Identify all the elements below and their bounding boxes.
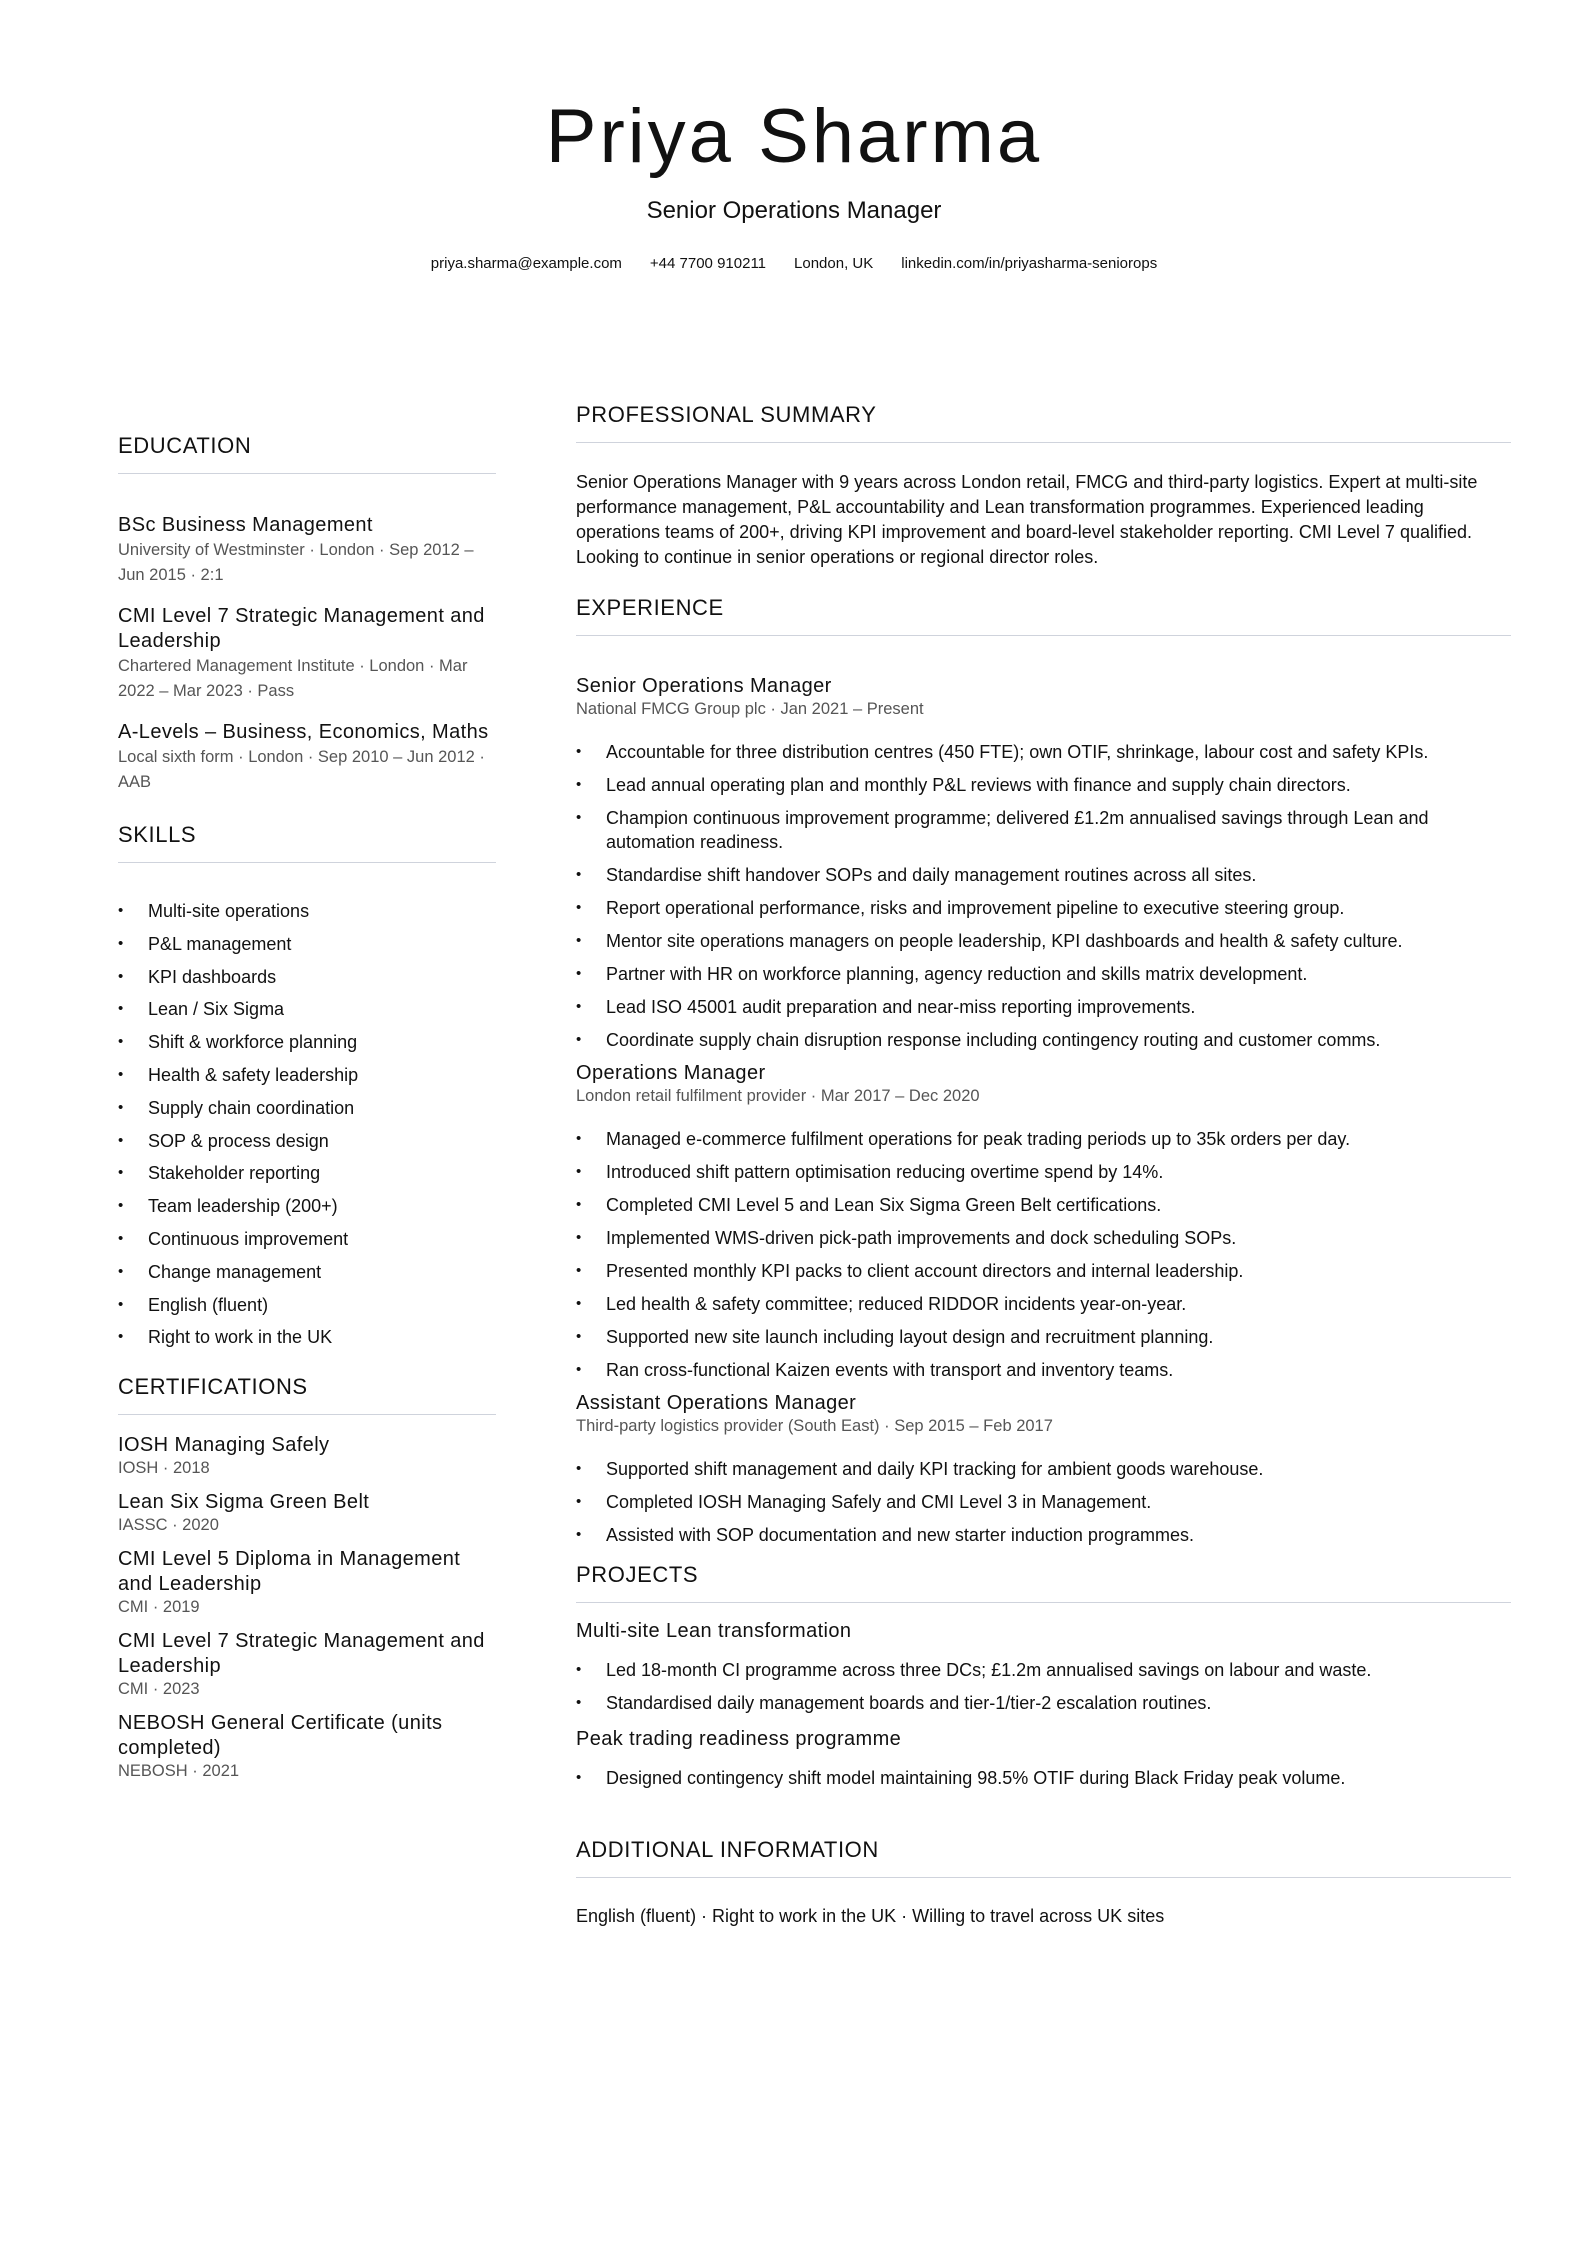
job-bullet: • Partner with HR on workforce planning, agency reduction and skills matrix development. — [576, 962, 1511, 986]
education-entry — [118, 720, 496, 795]
job-bullets — [576, 1127, 1511, 1382]
job-title: Senior Operations Manager — [576, 675, 832, 697]
certification-entry — [118, 1629, 496, 1699]
project-bullets — [576, 1766, 1511, 1790]
experience-heading: EXPERIENCE — [576, 594, 1511, 636]
skill-item: • Change management — [118, 1260, 496, 1284]
certification-title: CMI Level 7 Strategic Management and Leadership — [118, 1630, 485, 1678]
job-bullet: • Assisted with SOP documentation and new starter induction programmes. — [576, 1523, 1511, 1547]
certification-title: Lean Six Sigma Green Belt — [118, 1491, 370, 1514]
project-title: Peak trading readiness programme — [576, 1728, 902, 1750]
certifications-section — [118, 1373, 496, 1781]
certification-entry — [118, 1547, 496, 1617]
job-bullet: • Lead ISO 45001 audit preparation and near-miss reporting improvements. — [576, 995, 1511, 1019]
job-bullet: • Ran cross-functional Kaizen events with transport and inventory teams. — [576, 1358, 1511, 1382]
projects-heading: PROJECTS — [576, 1561, 1511, 1603]
education-entry — [118, 513, 496, 588]
job-bullet: • Standardise shift handover SOPs and daily management routines across all sites. — [576, 863, 1511, 887]
additional-text: English (fluent) · Right to work in the UK · Willing to travel across UK sites — [576, 1906, 1165, 1926]
job-bullet: • Supported new site launch including layout design and recruitment planning. — [576, 1325, 1511, 1349]
job-meta: London retail fulfilment provider · Mar 2017 – Dec 2020 — [576, 1087, 980, 1105]
project-bullet: • Designed contingency shift model maintaining 98.5% OTIF during Black Friday peak volume. — [576, 1766, 1511, 1790]
job-bullets — [576, 740, 1511, 1052]
skill-item: • Health & safety leadership — [118, 1063, 496, 1087]
certification-entry — [118, 1433, 496, 1478]
skill-item: • Supply chain coordination — [118, 1096, 496, 1120]
job-bullet: • Accountable for three distribution centres (450 FTE); own OTIF, shrinkage, labour cost and safety KPIs. — [576, 740, 1511, 764]
job-meta: Third-party logistics provider (South East) · Sep 2015 – Feb 2017 — [576, 1417, 1053, 1435]
job-bullet: • Completed CMI Level 5 and Lean Six Sigma Green Belt certifications. — [576, 1193, 1511, 1217]
skill-item: • Team leadership (200+) — [118, 1194, 496, 1218]
education-heading: EDUCATION — [118, 432, 496, 474]
certification-meta: IOSH · 2018 — [118, 1459, 210, 1478]
summary-heading: PROFESSIONAL SUMMARY — [576, 401, 1511, 443]
education-title: A-Levels – Business, Economics, Maths — [118, 721, 489, 743]
contact-location: London, UK — [794, 255, 874, 272]
summary-section — [576, 401, 1511, 570]
experience-section — [576, 594, 1511, 1547]
candidate-title: Senior Operations Manager — [646, 197, 942, 224]
education-entry — [118, 604, 496, 704]
job-bullet: • Report operational performance, risks and improvement pipeline to executive steering group. — [576, 896, 1511, 920]
certification-meta: IASSC · 2020 — [118, 1516, 219, 1535]
certification-title: NEBOSH General Certificate (units completed) — [118, 1712, 443, 1760]
skill-item: • Stakeholder reporting — [118, 1161, 496, 1185]
skills-heading: SKILLS — [118, 821, 496, 863]
education-meta: University of Westminster · London · Sep 2012 – Jun 2015 · 2:1 — [118, 541, 474, 584]
skill-item: • Multi-site operations — [118, 899, 496, 923]
skill-item: • English (fluent) — [118, 1293, 496, 1317]
right-column — [576, 401, 1511, 1929]
job-entry — [576, 1061, 1511, 1382]
job-bullet: • Supported shift management and daily KPI tracking for ambient goods warehouse. — [576, 1457, 1511, 1481]
skill-item: • Right to work in the UK — [118, 1325, 496, 1349]
certification-title: CMI Level 5 Diploma in Management and Leadership — [118, 1548, 461, 1596]
skill-item: • P&L management — [118, 932, 496, 956]
additional-heading: ADDITIONAL INFORMATION — [576, 1836, 1511, 1878]
education-section — [118, 432, 496, 795]
skills-list — [118, 899, 496, 1349]
projects-section — [576, 1561, 1511, 1790]
skills-section — [118, 821, 496, 1349]
job-bullet: • Completed IOSH Managing Safely and CMI Level 3 in Management. — [576, 1490, 1511, 1514]
project-entry — [576, 1619, 1511, 1715]
skill-item: • Lean / Six Sigma — [118, 997, 496, 1021]
contact-email[interactable]: priya.sharma@example.com — [430, 255, 622, 272]
project-bullets — [576, 1658, 1511, 1715]
left-column — [118, 432, 496, 1793]
job-bullet: • Led health & safety committee; reduced RIDDOR incidents year-on-year. — [576, 1292, 1511, 1316]
skill-item: • Continuous improvement — [118, 1227, 496, 1251]
contact-phone: +44 7700 910211 — [649, 255, 767, 272]
skill-item: • SOP & process design — [118, 1129, 496, 1153]
certification-meta: NEBOSH · 2021 — [118, 1762, 240, 1781]
project-title: Multi-site Lean transformation — [576, 1620, 852, 1642]
skill-item: • KPI dashboards — [118, 965, 496, 989]
education-title: BSc Business Management — [118, 514, 373, 536]
project-bullet: • Standardised daily management boards and tier-1/tier-2 escalation routines. — [576, 1691, 1511, 1715]
job-bullet: • Implemented WMS-driven pick-path improvements and dock scheduling SOPs. — [576, 1226, 1511, 1250]
summary-text: Senior Operations Manager with 9 years across London retail, FMCG and third-party logistics. Expert at multi-site performance management, P&L accountability and Lean transformation programmes. Experienced leading operations teams of 200+, driving KPI improvement and board-level stakeholder reporting. CMI Level 7 qualified. Looking to continue in senior operations or regional director roles. — [576, 472, 1478, 567]
certification-entry — [118, 1711, 496, 1781]
job-entry — [576, 674, 1511, 1052]
certification-entry — [118, 1490, 496, 1535]
job-bullet: • Coordinate supply chain disruption response including contingency routing and customer comms. — [576, 1028, 1511, 1052]
certification-meta: CMI · 2023 — [118, 1680, 200, 1699]
candidate-name: Priya Sharma — [545, 94, 1043, 179]
job-meta: National FMCG Group plc · Jan 2021 – Present — [576, 700, 924, 718]
project-bullet: • Led 18-month CI programme across three DCs; £1.2m annualised savings on labour and waste. — [576, 1658, 1511, 1682]
education-meta: Local sixth form · London · Sep 2010 – Jun 2012 · AAB — [118, 748, 485, 791]
job-bullet: • Presented monthly KPI packs to client account directors and internal leadership. — [576, 1259, 1511, 1283]
additional-section — [576, 1836, 1511, 1929]
education-meta: Chartered Management Institute · London · Mar 2022 – Mar 2023 · Pass — [118, 657, 468, 700]
job-bullet: • Managed e-commerce fulfilment operations for peak trading periods up to 35k orders per day. — [576, 1127, 1511, 1151]
certification-meta: CMI · 2019 — [118, 1598, 200, 1617]
job-bullets — [576, 1457, 1511, 1547]
job-entry — [576, 1391, 1511, 1547]
contact-bar — [0, 254, 1588, 274]
certification-title: IOSH Managing Safely — [118, 1434, 330, 1457]
contact-linkedin[interactable]: linkedin.com/in/priyasharma-seniorops — [901, 255, 1158, 272]
education-title: CMI Level 7 Strategic Management and Leadership — [118, 605, 485, 652]
job-bullet: • Lead annual operating plan and monthly P&L reviews with finance and supply chain directors. — [576, 773, 1511, 797]
job-bullet: • Mentor site operations managers on people leadership, KPI dashboards and health & safety culture. — [576, 929, 1511, 953]
job-bullet: • Introduced shift pattern optimisation reducing overtime spend by 14%. — [576, 1160, 1511, 1184]
job-title: Operations Manager — [576, 1062, 766, 1084]
skill-item: • Shift & workforce planning — [118, 1030, 496, 1054]
job-title: Assistant Operations Manager — [576, 1392, 857, 1414]
job-bullet: • Champion continuous improvement programme; delivered £1.2m annualised savings through Lean and automation readiness. — [576, 806, 1511, 854]
certifications-heading: CERTIFICATIONS — [118, 1373, 496, 1415]
project-entry — [576, 1727, 1511, 1790]
